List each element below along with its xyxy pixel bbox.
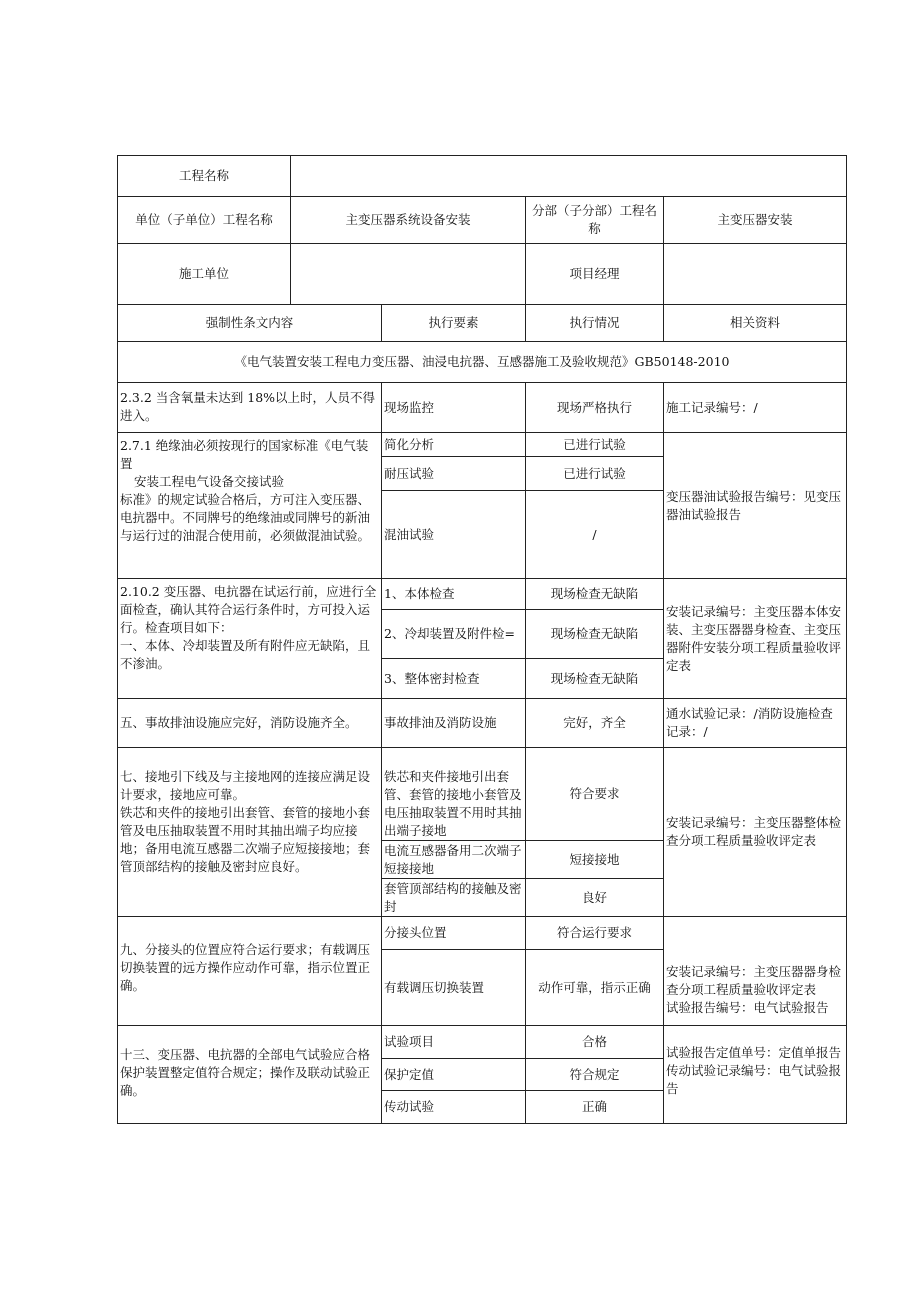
column-header-status: 执行情况 bbox=[569, 315, 620, 330]
docs-text: 安装记录编号：主变压器器身检查分项工程质量验收评定表 bbox=[666, 964, 842, 997]
docs-cell: 安装记录编号：主变压器整体检查分项工程质量验收评定表 bbox=[666, 815, 842, 848]
clause-cell bbox=[118, 917, 381, 1025]
clause-text: 2.7.1 绝缘油必须按现行的国家标准《电气装置 bbox=[120, 438, 369, 471]
column-header-element: 执行要素 bbox=[428, 315, 479, 330]
grid-line bbox=[381, 949, 664, 950]
element-cell: 3、整体密封检查 bbox=[384, 670, 480, 686]
grid-line bbox=[381, 878, 664, 879]
contractor-label: 施工单位 bbox=[178, 266, 229, 281]
element-cell: 有载调压切换装置 bbox=[384, 979, 485, 995]
clause-text: 2.3.2 当含氧量未达到 18%以上时，人员不得进入。 bbox=[120, 390, 376, 423]
grid-line bbox=[117, 341, 847, 342]
grid-line bbox=[117, 698, 847, 699]
clause-cell bbox=[118, 1026, 381, 1123]
clause-cell bbox=[118, 748, 381, 916]
table-border bbox=[117, 155, 118, 1124]
status-cell: 完好，齐全 bbox=[563, 715, 626, 730]
element-cell: 耐压试验 bbox=[384, 465, 435, 481]
clause-cell bbox=[118, 383, 381, 432]
table-border bbox=[117, 155, 847, 156]
grid-line bbox=[381, 658, 664, 659]
project-manager-label: 项目经理 bbox=[569, 266, 620, 281]
grid-line bbox=[663, 196, 664, 305]
grid-line bbox=[381, 1090, 664, 1091]
element-cell: 试验项目 bbox=[384, 1034, 435, 1049]
element-cell: 1、本体检查 bbox=[384, 586, 455, 601]
clause-cell: 五、事故排油设施应完好，消防设施齐全。 bbox=[120, 715, 358, 730]
element-cell: 事故排油及消防设施 bbox=[384, 715, 497, 730]
grid-line bbox=[117, 304, 847, 305]
element-cell: 套管顶部结构的接触及密封 bbox=[384, 881, 522, 914]
element-cell: 传动试验 bbox=[384, 1099, 435, 1114]
table-border bbox=[117, 1123, 847, 1124]
grid-line bbox=[525, 382, 526, 1124]
element-cell: 电流互感器备用二次端子短接接地 bbox=[384, 843, 522, 876]
grid-line bbox=[381, 609, 664, 610]
clause-text: 安装工程电气设备交接试验 bbox=[134, 474, 285, 489]
status-cell: 现场检查无缺陷 bbox=[550, 586, 639, 601]
clause-cell bbox=[118, 579, 381, 698]
status-cell: 符合运行要求 bbox=[556, 925, 632, 940]
status-cell: 现场检查无缺陷 bbox=[550, 670, 639, 686]
clause-text: 铁芯和夹件的接地引出套管、套管的接地小套管及电压抽取装置不用时其抽出端子均应接地；备用电流互感器二次端子应短接接地；套管顶部结构的接触及密封应良好。 bbox=[120, 805, 371, 874]
element-cell: 分接头位置 bbox=[384, 925, 447, 940]
unit-name-label: 单位（子单位）工程名称 bbox=[135, 212, 273, 227]
grid-line bbox=[117, 196, 847, 197]
grid-line bbox=[117, 578, 847, 579]
status-cell: 合格 bbox=[581, 1034, 607, 1049]
clause-text: 七、接地引下线及与主接地网的连接应满足设计要求，接地应可靠。 bbox=[120, 769, 371, 802]
grid-line bbox=[525, 196, 526, 305]
grid-line bbox=[117, 1025, 847, 1026]
element-cell: 现场监控 bbox=[384, 399, 435, 415]
grid-line bbox=[381, 1058, 664, 1059]
clause-text: 标准》的规定试验合格后，方可注入变压器、电抗器中。不同牌号的绝缘油或同牌号的新油与运行过的油混合使用前，必须做混油试验。 bbox=[120, 492, 371, 543]
status-cell: 符合规定 bbox=[569, 1066, 620, 1082]
grid-line bbox=[381, 382, 382, 1124]
grid-line bbox=[117, 382, 847, 383]
status-cell: 正确 bbox=[581, 1099, 607, 1114]
project-name-label: 工程名称 bbox=[178, 168, 229, 183]
status-cell: 现场严格执行 bbox=[556, 399, 632, 415]
element-cell: 简化分析 bbox=[384, 436, 435, 452]
clause-text: 九、分接头的位置应符合运行要求；有载调压切换装置的远方操作应动作可靠，指示位置正确。 bbox=[120, 942, 371, 993]
clause-text: 十三、变压器、电抗器的全部电气试验应合格保护装置整定值符合规定；操作及联动试验正确。 bbox=[120, 1047, 371, 1098]
grid-line bbox=[117, 243, 847, 244]
contractor-value bbox=[291, 244, 525, 304]
division-name-label: 分部（子分部）工程名称 bbox=[531, 203, 657, 236]
docs-cell: 施工记录编号：/ bbox=[666, 399, 758, 415]
status-cell: 现场检查无缺陷 bbox=[550, 626, 639, 641]
standard-title: 《电气装置安装工程电力变压器、油浸电抗器、互感器施工及验收规范》GB50148-2010 bbox=[234, 354, 730, 369]
docs-cell bbox=[664, 917, 846, 1025]
element-cell: 铁芯和夹件接地引出套管、套管的接地小套管及电压抽取装置不用时其抽出端子接地 bbox=[384, 769, 522, 838]
docs-text: 试验报告编号：电气试验报告 bbox=[666, 1000, 829, 1015]
division-name-value: 主变压器安装 bbox=[717, 212, 793, 227]
unit-name-value: 主变压器系统设备安装 bbox=[345, 212, 471, 227]
clause-text: 2.10.2 变压器、电抗器在试运行前，应进行全面检查，确认其符合运行条件时，方可投入运行。检查项目如下： bbox=[120, 584, 377, 635]
element-cell: 2、冷却装置及附件检= bbox=[384, 626, 515, 641]
column-header-docs: 相关资料 bbox=[729, 315, 780, 330]
project-name-value bbox=[291, 156, 846, 196]
grid-line bbox=[381, 840, 664, 841]
status-cell: 已进行试验 bbox=[563, 465, 626, 481]
docs-cell: 变压器油试验报告编号：见变压器油试验报告 bbox=[666, 488, 842, 522]
grid-line bbox=[663, 382, 664, 1124]
grid-line bbox=[117, 916, 847, 917]
status-cell: 已进行试验 bbox=[563, 436, 626, 452]
status-cell: 短接接地 bbox=[569, 851, 620, 867]
grid-line bbox=[381, 304, 382, 342]
grid-line bbox=[290, 155, 291, 305]
grid-line bbox=[117, 747, 847, 748]
column-header-clause: 强制性条文内容 bbox=[205, 315, 294, 330]
status-cell: 良好 bbox=[581, 889, 607, 905]
clause-cell bbox=[118, 433, 381, 578]
element-cell: 保护定值 bbox=[384, 1066, 435, 1082]
status-cell: / bbox=[592, 526, 597, 542]
clause-text: 一、本体、冷却装置及所有附件应无缺陷，且不渗油。 bbox=[120, 638, 371, 671]
status-cell: 符合要求 bbox=[569, 786, 620, 801]
grid-line bbox=[381, 456, 664, 457]
docs-cell: 通水试验记录：/消防设施检查记录：/ bbox=[666, 706, 833, 739]
element-cell: 混油试验 bbox=[384, 526, 435, 542]
grid-line bbox=[117, 432, 847, 433]
grid-line bbox=[663, 304, 664, 342]
grid-line bbox=[381, 490, 664, 491]
docs-cell: 试验报告定值单号：定值单报告传动试验记录编号：电气试验报告 bbox=[666, 1045, 842, 1096]
table-border bbox=[846, 155, 847, 1124]
status-cell: 动作可靠，指示正确 bbox=[538, 979, 651, 995]
docs-cell: 安装记录编号：主变压器本体安装、主变压器器身检查、主变压器附件安装分项工程质量验收评定表 bbox=[666, 603, 842, 673]
grid-line bbox=[525, 304, 526, 342]
project-manager-value bbox=[664, 244, 846, 304]
